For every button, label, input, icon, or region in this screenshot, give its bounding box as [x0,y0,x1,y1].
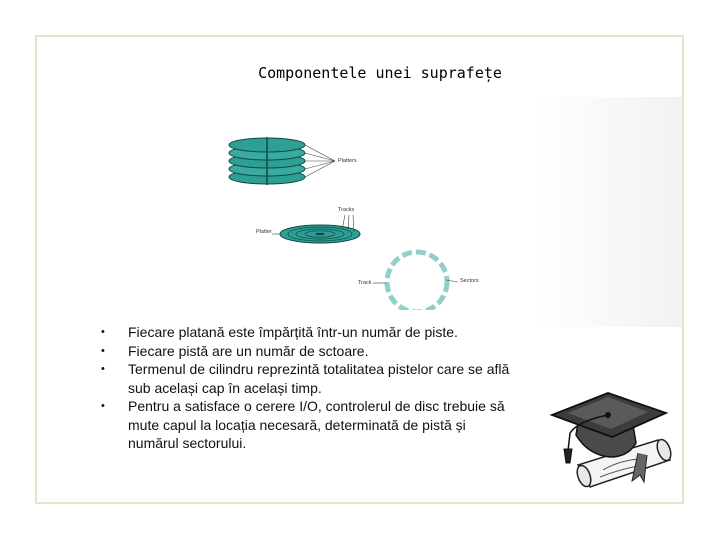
slide-shading [532,97,682,327]
bullet-dot: • [101,344,105,357]
label-platters: Platters [338,158,357,164]
bullet-dot: • [101,400,105,412]
bullet-item [98,397,518,453]
bullet-text: Fiecare pistă are un număr de sctoare. [128,342,369,359]
bullet-list [98,323,518,453]
label-platter: Platter [256,229,272,235]
graduation-cap-icon [548,385,678,497]
platter-tracks [272,215,360,243]
bullet-item [98,342,518,361]
platter-stack [229,137,335,185]
bullet-dot: • [101,326,105,338]
label-track: Track [358,280,372,286]
bullet-dot: • [101,363,105,375]
bullet-text: Pentru a satisface o cerere I/O, controlerul de disc trebuie să mute capul la locația necesară, determinată de pistă și numărul sectorului. [128,398,505,451]
bullet-text: Fiecare platană este împărțită într-un număr de piste. [128,324,458,340]
label-tracks: Tracks [338,207,355,213]
bullet-item [98,360,518,397]
bullet-text: Termenul de cilindru reprezintă totalitatea pistelor care se află sub același cap în același timp. [128,361,510,396]
slide-title: Componentele unei suprafețe [258,64,502,82]
label-sectors: Sectors [460,278,479,284]
disk-surface-diagram [220,125,500,310]
graduation-cap-illustration [548,385,678,497]
bullet-item [98,323,518,342]
sector-ring [373,252,458,310]
